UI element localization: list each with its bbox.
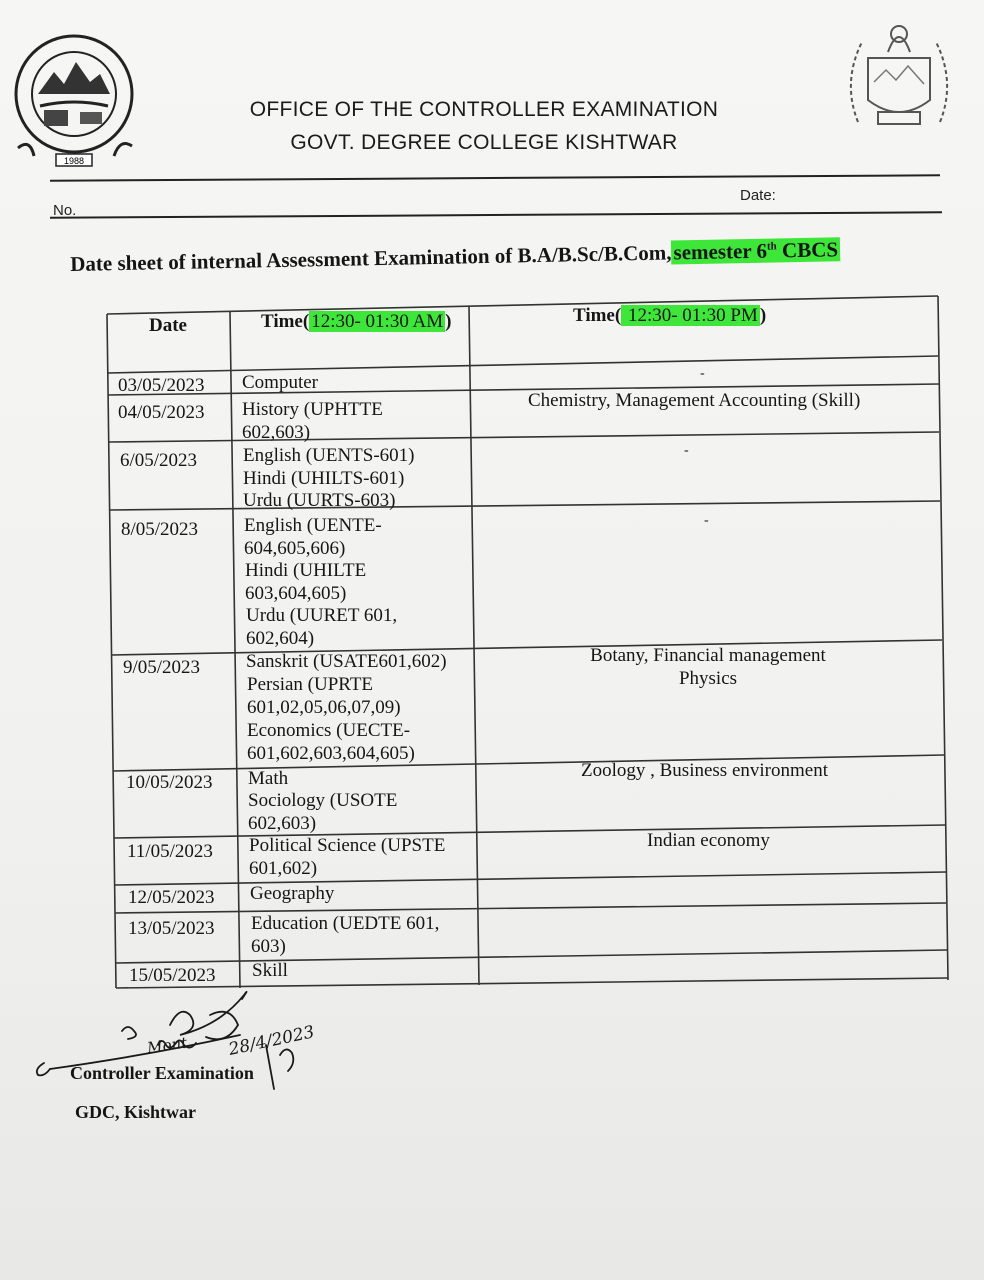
college-name: GOVT. DEGREE COLLEGE KISHTWAR bbox=[290, 131, 678, 154]
handwritten-date: 28/4/2023 bbox=[226, 1022, 317, 1060]
row-morning-line: 602,603) bbox=[248, 813, 317, 834]
row-morning-line: Geography bbox=[250, 883, 335, 904]
row-morning-line: Persian (UPRTE bbox=[247, 674, 374, 695]
row-morning-line: Skill bbox=[252, 960, 288, 981]
row-morning-line: Math bbox=[248, 768, 289, 789]
row-morning-line: Sociology (USOTE bbox=[248, 790, 398, 811]
row-morning-line: Education (UEDTE 601, bbox=[251, 913, 440, 934]
seal-year: 1988 bbox=[63, 156, 85, 166]
row-date: 12/05/2023 bbox=[128, 887, 215, 908]
row-date: 04/05/2023 bbox=[118, 402, 205, 423]
row-date: 8/05/2023 bbox=[121, 519, 199, 540]
row-morning-line: 601,02,05,06,07,09) bbox=[247, 697, 401, 718]
row-morning-line: 603,604,605) bbox=[245, 583, 347, 604]
row-afternoon-line: Botany, Financial management bbox=[590, 645, 826, 666]
row-morning-line: Political Science (UPSTE bbox=[249, 835, 446, 856]
signatory-title: Controller Examination bbox=[70, 1063, 254, 1083]
row-afternoon-line: Zoology , Business environment bbox=[581, 760, 828, 781]
handwritten-name: Mont bbox=[146, 1033, 189, 1057]
date-label: Date: bbox=[740, 187, 776, 204]
signatory-office: GDC, Kishtwar bbox=[75, 1102, 196, 1122]
row-afternoon-line: Chemistry, Management Accounting (Skill) bbox=[528, 390, 861, 411]
row-morning-line: English (UENTE- bbox=[244, 515, 382, 536]
row-morning-line: 601,602,603,604,605) bbox=[247, 743, 415, 764]
row-morning-line: 604,605,606) bbox=[244, 538, 346, 559]
row-date: 11/05/2023 bbox=[127, 841, 213, 862]
row-date: 6/05/2023 bbox=[120, 450, 198, 471]
semester-superscript: th bbox=[766, 240, 777, 253]
row-morning-line: 601,602) bbox=[249, 858, 318, 879]
row-afternoon-line: Physics bbox=[678, 668, 738, 689]
row-morning-line: 603) bbox=[251, 936, 286, 957]
row-morning-line: Urdu (UURTS-603) bbox=[243, 490, 396, 511]
row-afternoon-line: Indian economy bbox=[647, 830, 770, 851]
row-morning-line: English (UENTS-601) bbox=[243, 445, 415, 466]
row-date: 9/05/2023 bbox=[123, 657, 201, 678]
row-date: 03/05/2023 bbox=[118, 375, 205, 396]
row-date: 10/05/2023 bbox=[126, 772, 213, 793]
row-morning-line: Urdu (UURET 601, bbox=[246, 605, 398, 626]
office-title: OFFICE OF THE CONTROLLER EXAMINATION bbox=[249, 98, 719, 121]
row-date: 13/05/2023 bbox=[128, 918, 215, 939]
number-label: No. bbox=[53, 202, 77, 219]
col-header-afternoon: Time( 12:30- 01:30 PM ) bbox=[573, 305, 767, 326]
semester-text: semester 6 bbox=[673, 238, 768, 265]
row-morning-line: Economics (UECTE- bbox=[247, 720, 411, 741]
row-afternoon-line: - bbox=[684, 443, 689, 458]
row-afternoon-line: - bbox=[704, 513, 709, 528]
col-header-date: Date bbox=[149, 315, 187, 336]
row-morning-line: 602,603) bbox=[242, 422, 311, 443]
row-morning-line: Computer bbox=[242, 372, 318, 393]
heading-text: Date sheet of internal Assessment Examination of B.A/B.Sc/B.Com, bbox=[70, 240, 672, 276]
cbcs-text: CBCS bbox=[776, 237, 839, 263]
col-header-morning: Time( 12:30- 01:30 AM ) bbox=[261, 311, 452, 332]
row-afternoon-line: - bbox=[700, 366, 705, 381]
row-morning-line: Hindi (UHILTS-601) bbox=[243, 468, 405, 489]
row-morning-line: History (UPHTTE bbox=[242, 399, 383, 420]
row-morning-line: Hindi (UHILTE bbox=[245, 560, 367, 581]
row-date: 15/05/2023 bbox=[129, 965, 216, 986]
row-morning-line: 602,604) bbox=[246, 628, 315, 649]
row-morning-line: Sanskrit (USATE601,602) bbox=[246, 651, 447, 672]
